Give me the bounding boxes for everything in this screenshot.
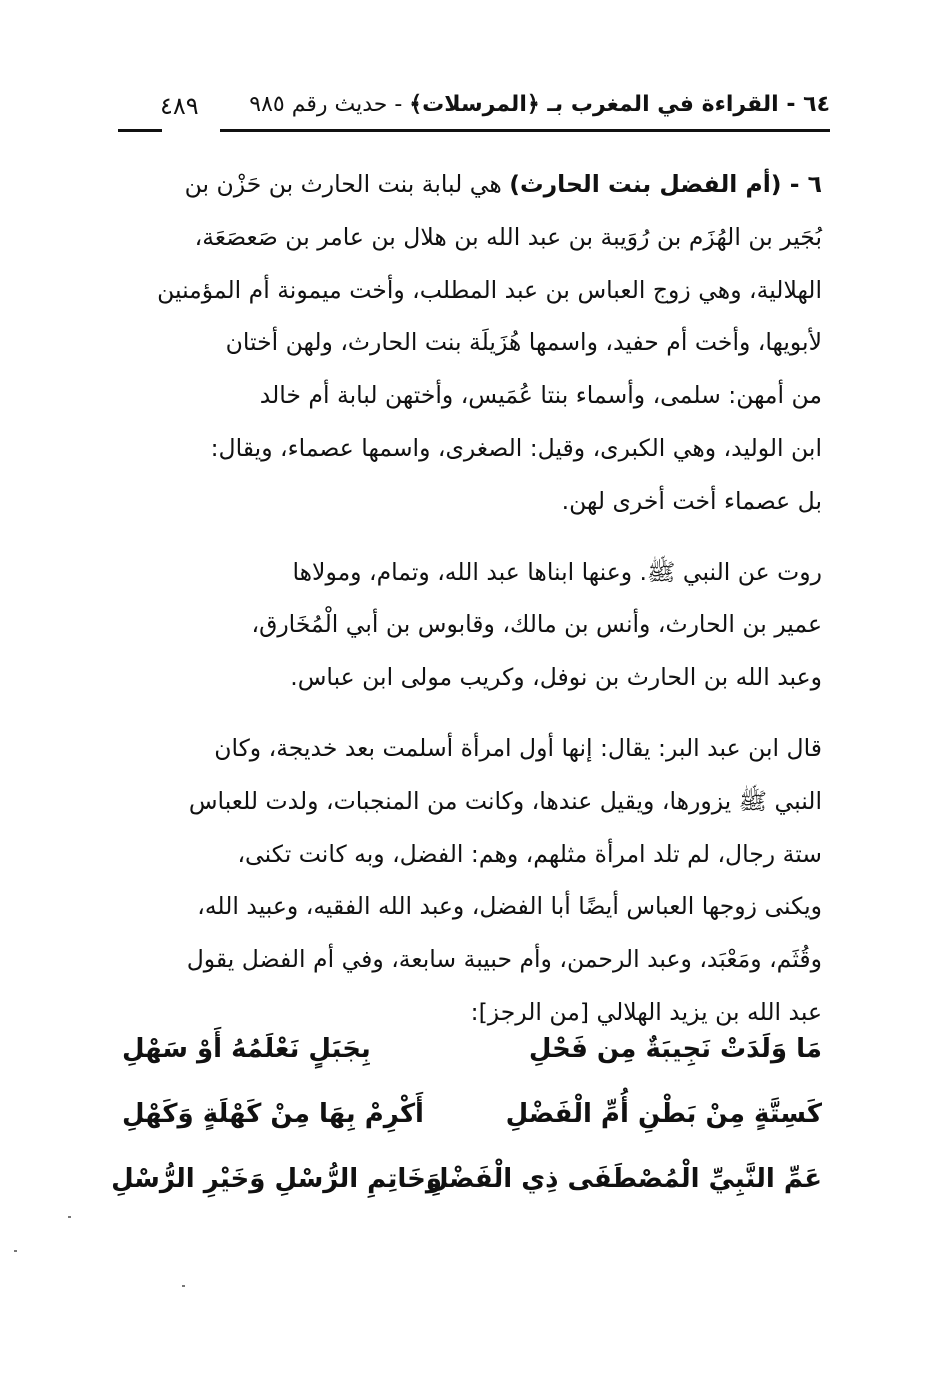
paragraph-narrations — [122, 546, 822, 704]
text-line: ويكنى زوجها العباس أيضًا أبا الفضل، وعبد الله الفقيه، وعبيد الله، — [197, 892, 822, 921]
text-line: ابن الوليد، وهي الكبرى، وقيل: الصغرى، واسمها عصماء، ويقال: — [210, 433, 822, 462]
text-line: عمير بن الحارث، وأنس بن مالك، وقابوس بن أبي الْمُخَارق، — [251, 610, 822, 639]
text-line: من أمهن: سلمى، وأسماء بنتا عُمَيس، وأختهن لبابة أم خالد — [259, 381, 822, 410]
text-line: روت عن النبي ﷺ. وعنها ابناها عبد الله، وتمام، ومولاها — [292, 557, 822, 586]
page-number: ٤٨٩ — [160, 92, 199, 120]
main-text — [122, 158, 822, 1039]
hemistich-first: كَسِتَّةٍ مِنْ بَطْنِ أُمِّ الْفَضْلِ — [505, 1098, 822, 1129]
scan-speck — [14, 1250, 17, 1252]
scan-speck — [68, 1216, 71, 1218]
poem — [111, 1016, 822, 1211]
paragraph-gap — [122, 528, 822, 546]
hemistich-second: بِجَبَلٍ نَعْلَمُهُ أَوْ سَهْلِ — [122, 1033, 371, 1064]
hemistich-first: عَمِّ النَّبِيِّ الْمُصْطَفَى ذِي الْفَضْلِ — [425, 1163, 822, 1194]
text-line — [122, 158, 822, 211]
running-title-sub: - حديث رقم ٩٨٥ — [249, 92, 410, 117]
poem-verse — [111, 1146, 822, 1211]
text-line: بُجَير بن الهُزَم بن رُوَيبة بن عبد الله بن هلال بن عامر بن صَعصَعَة، — [194, 222, 822, 251]
poem-verse — [122, 1016, 822, 1081]
header-rule — [118, 129, 830, 132]
hemistich-second: أَكْرِمْ بِهَا مِنْ كَهْلَةٍ وَكَهْلِ — [122, 1098, 424, 1129]
text-line: بل عصماء أخت أخرى لهن. — [561, 486, 822, 515]
text-line: الهلالية، وهي زوج العباس بن عبد المطلب، وأخت ميمونة أم المؤمنين — [157, 275, 822, 304]
running-title — [249, 92, 830, 117]
entry-heading: ٦ - (أم الفضل بنت الحارث) — [509, 170, 822, 198]
paragraph-biography — [122, 158, 822, 528]
text-line: النبي ﷺ يزورها، ويقيل عندها، وكانت من المنجبات، ولدت للعباس — [188, 786, 822, 815]
header-rule-gap — [162, 126, 220, 134]
text-span: هي لبابة بنت الحارث بن حَزْن بن — [184, 170, 510, 198]
paragraph-ibn-abd-al-barr — [122, 722, 822, 1039]
running-header — [118, 92, 830, 132]
text-line: وعبد الله بن الحارث بن نوفل، وكريب مولى ابن عباس. — [290, 663, 822, 692]
text-line: لأبويها، وأخت أم حفيد، واسمها هُزَيلَة بنت الحارث، ولهن أختان — [225, 328, 822, 357]
poem-verse — [122, 1081, 822, 1146]
text-line: وقُثَم، ومَعْبَد، وعبد الرحمن، وأم حبيبة سابعة، وفي أم الفضل يقول — [186, 945, 822, 974]
paragraph-gap — [122, 704, 822, 722]
text-line: قال ابن عبد البر: يقال: إنها أول امرأة أسلمت بعد خديجة، وكان — [214, 733, 822, 762]
running-title-main: ٦٤ - القراءة في المغرب بـ ﴿المرسلات﴾ — [409, 92, 830, 117]
text-line: عبد الله بن يزيد الهلالي [من الرجز]: — [470, 997, 822, 1026]
hemistich-first: مَا وَلَدَتْ نَجِيبَةٌ مِن فَحْلِ — [528, 1033, 822, 1064]
scan-speck — [182, 1285, 185, 1287]
text-line: ستة رجال، لم تلد امرأة مثلهم، وهم: الفضل، وبه كانت تكنى، — [237, 839, 822, 868]
hemistich-second: وَخَاتِمِ الرُّسْلِ وَخَيْرِ الرُّسْلِ — [111, 1163, 442, 1194]
